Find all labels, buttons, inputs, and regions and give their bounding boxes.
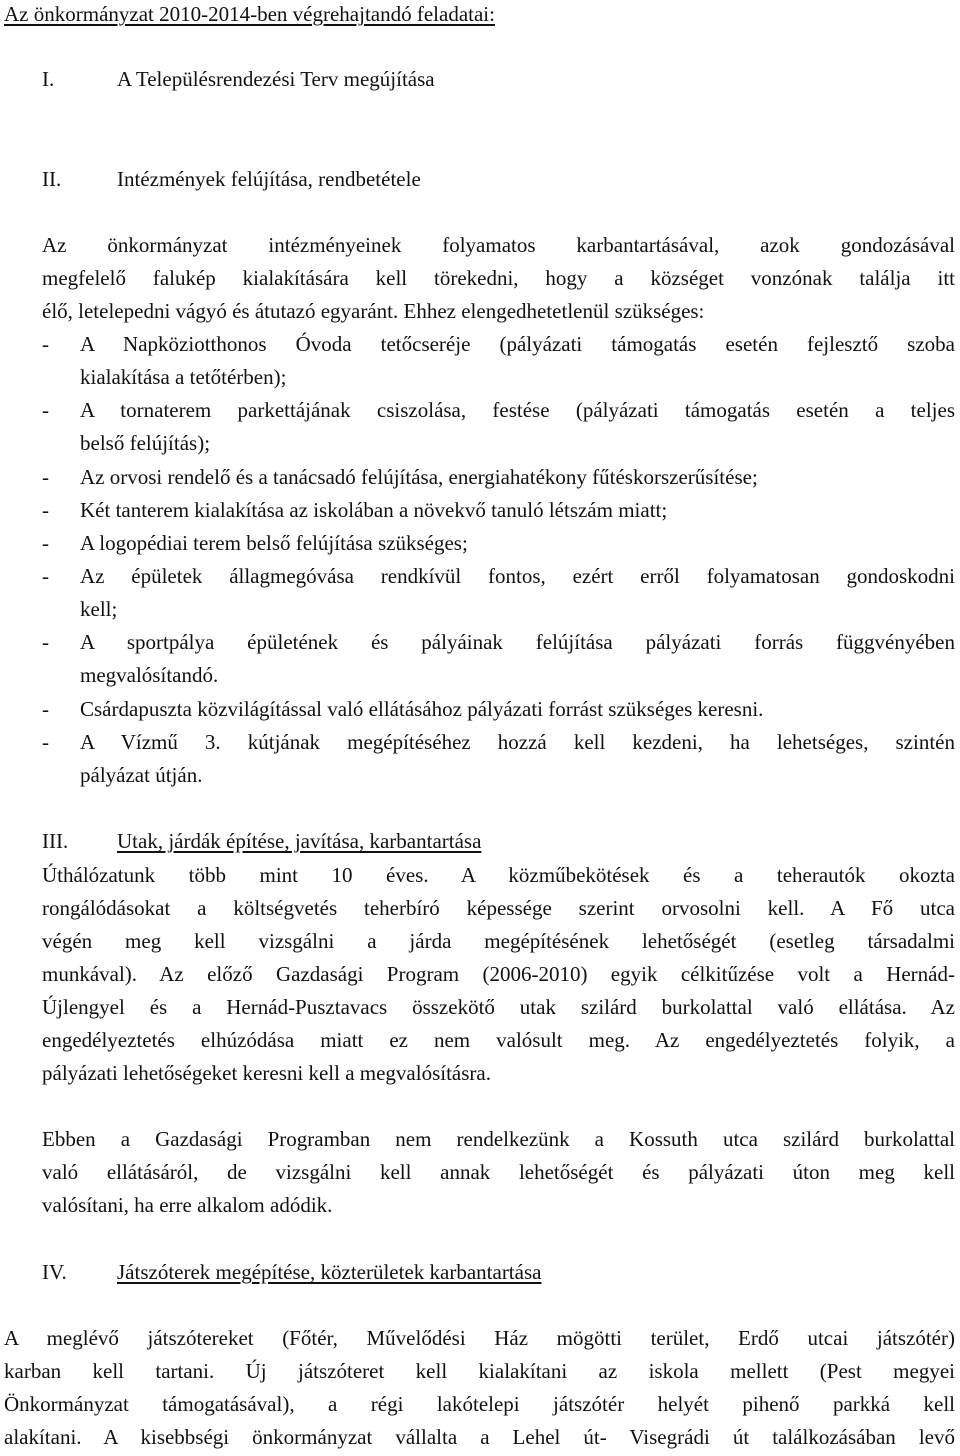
section-3-number: III. (42, 829, 69, 853)
list-item-line: belső felújítás); (80, 431, 211, 455)
list-item-line: A logopédiai terem belső felújítása szükséges; (80, 531, 468, 555)
list-dash: - (42, 697, 49, 721)
section-3-para-line: engedélyeztetés elhúzódása miatt ez nem valósult meg. Az engedélyeztetés folyik, a (42, 1028, 955, 1052)
section-3-para-line: munkával). Az előző Gazdasági Program (2006-2010) egyik célkitűzése volt a Hernád- (42, 962, 955, 986)
list-dash: - (42, 498, 49, 522)
section-2-para-line: megfelelő falukép kialakítására kell törekedni, hogy a községet vonzónak találja itt (42, 266, 955, 290)
section-4-para-line: karban kell tartani. Új játszóteret kell kialakítani az iskola mellett (Pest megyei (4, 1359, 955, 1383)
section-3-para-line: Újlengyel és a Hernád-Pusztavacs összekötő utak szilárd burkolattal való ellátása. Az (42, 995, 955, 1019)
list-dash: - (42, 398, 49, 422)
document-title: Az önkormányzat 2010-2014-ben végrehajtandó feladatai: (4, 2, 495, 26)
section-3-heading: Utak, járdák építése, javítása, karbantartása (117, 829, 482, 853)
section-3-para-line: rongálódásokat a költségvetés teherbíró képessége szerint orvosolni kell. A Fő utca (42, 896, 955, 920)
list-dash: - (42, 465, 49, 489)
section-2-number: II. (42, 167, 62, 191)
list-item-line: Az orvosi rendelő és a tanácsadó felújítása, energiahatékony fűtéskorszerűsítése; (80, 465, 758, 489)
list-item-line: Az épületek állagmegóvása rendkívül fontos, ezért erről folyamatosan gondoskodni (80, 564, 955, 588)
list-dash: - (42, 332, 49, 356)
section-4-heading: Játszóterek megépítése, közterületek karbantartása (117, 1260, 542, 1284)
list-item-line: A tornaterem parkettájának csiszolása, festése (pályázati támogatás esetén a teljes (80, 398, 955, 422)
section-3-para-line: végén meg kell vizsgálni a járda megépítésének lehetőségét (esetleg társadalmi (42, 929, 955, 953)
section-3-para2-line: Ebben a Gazdasági Programban nem rendelkezünk a Kossuth utca szilárd burkolattal (42, 1127, 955, 1151)
list-item-line: pályázat útján. (80, 763, 203, 787)
list-dash: - (42, 730, 49, 754)
section-3-para-line: Úthálózatunk több mint 10 éves. A közműbekötések és a teherautók okozta (42, 863, 955, 887)
list-dash: - (42, 630, 49, 654)
list-item-line: kell; (80, 597, 118, 621)
list-item-line: megvalósítandó. (80, 663, 219, 687)
section-4-para-line: A meglévő játszótereket (Főtér, Művelődési Ház mögötti terület, Erdő utcai játszótér) (4, 1326, 955, 1350)
section-1-heading: A Településrendezési Terv megújítása (117, 67, 435, 91)
section-3-para2-line: valósítani, ha erre alkalom adódik. (42, 1193, 333, 1217)
section-3-para2-line: való ellátásáról, de vizsgálni kell annak lehetőségét és pályázati úton meg kell (42, 1160, 955, 1184)
list-item-line: A sportpálya épületének és pályáinak felújítása pályázati forrás függvényében (80, 630, 955, 654)
list-item-line: A Vízmű 3. kútjának megépítéséhez hozzá kell kezdeni, ha lehetséges, szintén (80, 730, 955, 754)
section-2-para-line: Az önkormányzat intézményeinek folyamatos karbantartásával, azok gondozásával (42, 233, 955, 257)
section-4-para-line: Önkormányzat támogatásával), a régi lakótelepi játszótér helyét pihenő parkká kell (4, 1392, 955, 1416)
section-2-para-line: élő, letelepedni vágyó és átutazó egyaránt. Ehhez elengedhetetlenül szükséges: (42, 299, 705, 323)
list-item-line: Két tanterem kialakítása az iskolában a növekvő tanuló létszám miatt; (80, 498, 668, 522)
list-dash: - (42, 531, 49, 555)
section-3-para-line: pályázati lehetőségeket keresni kell a megvalósításra. (42, 1061, 491, 1085)
section-2-heading: Intézmények felújítása, rendbetétele (117, 167, 421, 191)
section-1-number: I. (42, 67, 55, 91)
list-item-line: kialakítása a tetőtérben); (80, 365, 287, 389)
section-4-para-line: alakítani. A kisebbségi önkormányzat vállalta a Lehel út- Visegrádi út találkozásában levő (4, 1425, 955, 1449)
list-dash: - (42, 564, 49, 588)
list-item-line: Csárdapuszta közvilágítással való ellátásához pályázati forrást szükséges keresni. (80, 697, 764, 721)
section-4-number: IV. (42, 1260, 67, 1284)
list-item-line: A Napköziotthonos Óvoda tetőcseréje (pályázati támogatás esetén fejlesztő szoba (80, 332, 955, 356)
